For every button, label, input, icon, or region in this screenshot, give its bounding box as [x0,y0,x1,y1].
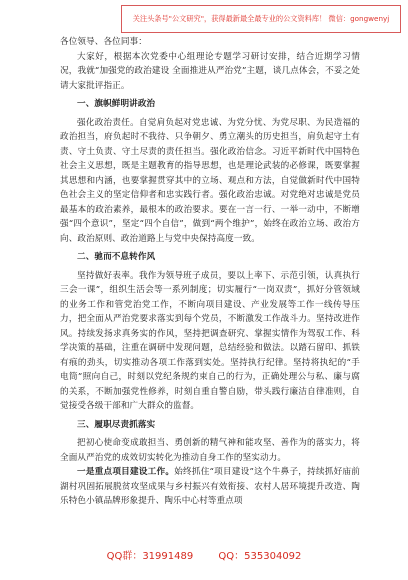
section-heading-1: 一、旗帜鲜明讲政治 [77,99,156,109]
section-heading-2: 二、驰而不息转作风 [77,252,156,262]
section-3-item-paragraph [60,465,360,509]
item-text: 始终抓住“项目建设”这个牛鼻子，持续抓好庙前湖村巩固拓展脱贫攻坚成果与乡村振兴有效衔接、农村人居环境提升改造、陶乐特色小镇品牌形象提升、陶乐中心村等重点项 [60,467,360,506]
section-1-paragraph: 强化政治责任。自觉肩负起对党忠诚、为党分忧、为党尽职、为民造福的政治担当，府负起时不我待、只争朝夕、勇立潮头的历史担当，肩负起守土有责、守土负责、守土尽责的责任担当。强化政治信念。习近平新时代中国特色社会主义思想，既是主题教育的指导思想，也是理论武装的必修课，既要掌握其思想和内涵，也要掌握贯穿其中的立场、观点和方法，自觉做新时代中国特色社会主义的坚定信仰者和忠实践行者。强化政治忠诚。对党绝对忠诚是党员最基本的政治素养，最根本的政治要求。要在一言一行、一举一动中，不断增强“四个意识”，坚定“四个自信”，做到“两个维护”，始终在政治立场、政治方向、政治原则、政治道路上与党中央保持高度一致。 [60,117,360,244]
footer-qq: QQ：535304092 [218,551,302,562]
document-body [60,35,360,509]
section-heading-3: 三、履职尽责抓落实 [77,419,156,430]
intro-paragraph: 大家好，根据本次党委中心组理论专题学习研讨安排，结合近期学习情况，我就“加强党的政治建设 全面推进从严治党”主题，谈几点体会，不妥之处请大家批评指正。 [60,51,360,91]
item-lead: 一是重点项目建设工作。 [77,467,175,477]
footer-contact [0,547,408,562]
footer-qq-group: QQ群：31991489 [106,551,194,562]
watermark-banner: 关注头条号"公文研究"，获得最新最全最专业的公文资料库！ 微信：gongwenyj [121,5,401,33]
section-3-paragraph: 把初心使命变成敢担当、勇创新的精气神和能攻坚、善作为的落实力，将全面从严治党的成效切实转化为推动自身工作的坚实动力。 [60,438,360,463]
greeting: 各位领导、各位同事： [60,37,147,47]
section-2-paragraph: 坚持做好表率。我作为领导班子成员，要以上率下、示范引领，认真执行三会一课”，组织生活会等一系列制度；切实履行“一岗双责”，抓好分管领域的业务工作和管党治党工作，不断向项目建设、产业发展等工作一线传导压力，把全面从严治党要求落实到每个党员，不断激发工作战斗力。坚持改进作风。持续发扬求真务实的作风，坚持把调查研究、掌握实情作为驾驭工作、科学决策的基础，注重在调研中发现问题，总结经验和做法。以踏石留印、抓铁有痕的劲头，切实推动各项工作落到实处。坚持执行纪律。坚持将执纪的“手电筒”照向自己，时刻以党纪条规约束自己的行为，正确处理公与私、廉与腐的关系，不断加强党性修养，时刻自重自警自励，带头践行廉洁自律准则，自觉接受各级干部和广大群众的监督。 [60,270,360,411]
